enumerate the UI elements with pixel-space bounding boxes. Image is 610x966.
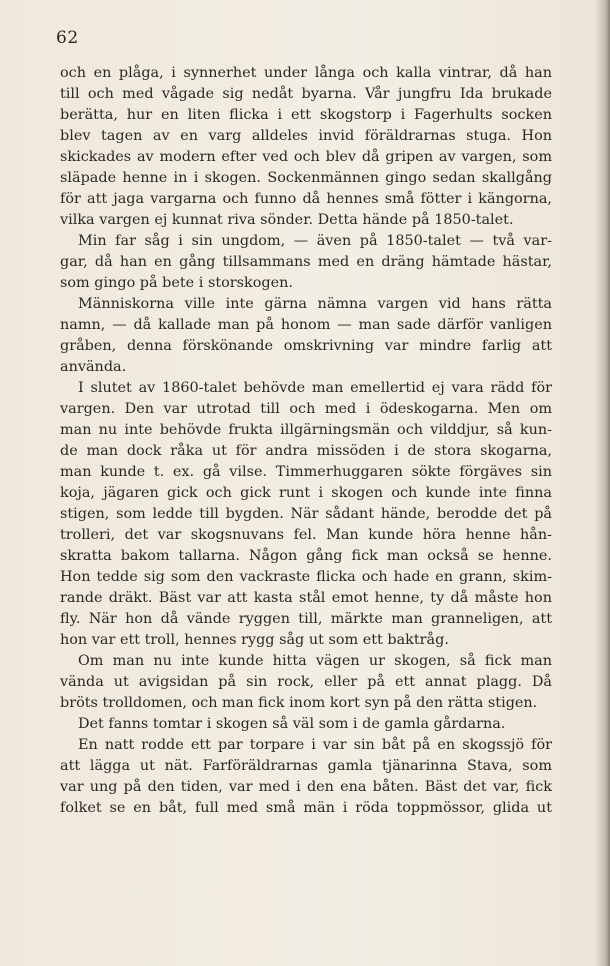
- text-line: folket se en båt, full med små män i röda toppmössor, glida ut: [60, 800, 552, 816]
- text-line: berätta, hur en liten flicka i ett skogstorp i Fagerhults socken: [60, 107, 552, 123]
- text-line: hon var ett troll, hennes rygg såg ut som ett baktråg.: [60, 632, 449, 648]
- text-line: blev tagen av en varg alldeles invid föräldrarnas stuga. Hon: [60, 128, 552, 144]
- text-line: och en plåga, i synnerhet under långa och kalla vintrar, då han: [60, 65, 552, 81]
- text-line: trolleri, det var skogsnuvans fel. Man kunde höra henne hån-: [60, 527, 552, 543]
- text-line: Om man nu inte kunde hitta vägen ur skogen, så fick man: [78, 653, 552, 669]
- text-line: Det fanns tomtar i skogen så väl som i de gamla gårdarna.: [78, 716, 506, 732]
- text-line: I slutet av 1860-talet behövde man emellertid ej vara rädd för: [78, 380, 552, 396]
- text-line: skickades av modern efter ved och blev då gripen av vargen, som: [60, 149, 552, 165]
- text-line: till och med vågade sig nedåt byarna. Vår jungfru Ida brukade: [60, 86, 552, 102]
- text-line: var ung på den tiden, var med i den ena båten. Bäst det var, fick: [60, 779, 552, 795]
- text-line: gar, då han en gång tillsammans med en dräng hämtade hästar,: [60, 254, 552, 270]
- page-number: 62: [56, 28, 79, 48]
- text-line: gråben, denna förskönande omskrivning var mindre farlig att: [60, 338, 552, 354]
- text-line: släpade henne in i skogen. Sockenmännen gingo sedan skallgång: [60, 170, 552, 186]
- text-line: använda.: [60, 359, 127, 375]
- text-line: En natt rodde ett par torpare i var sin båt på en skogssjö för: [78, 737, 552, 753]
- text-line: man kunde t. ex. gå vilse. Timmerhuggaren sökte förgäves sin: [60, 464, 552, 480]
- text-line: Min far såg i sin ungdom, — även på 1850-talet — två var-: [78, 233, 552, 249]
- text-line: Människorna ville inte gärna nämna vargen vid hans rätta: [78, 296, 552, 312]
- text-line: vilka vargen ej kunnat riva sönder. Detta hände på 1850-talet.: [60, 212, 514, 228]
- text-line: bröts trolldomen, och man fick inom kort syn på den rätta stigen.: [60, 695, 538, 711]
- text-line: man nu inte behövde frukta illgärningsmän och vilddjur, så kun-: [60, 422, 552, 438]
- text-line: som gingo på bete i storskogen.: [60, 275, 293, 291]
- text-line: vargen. Den var utrotad till och med i ödeskogarna. Men om: [60, 401, 552, 417]
- body-text: [60, 63, 552, 819]
- page-edge-shadow: [596, 0, 610, 966]
- text-line: rande dräkt. Bäst var att kasta stål emot henne, ty då måste hon: [60, 590, 552, 606]
- text-line: Hon tedde sig som den vackraste flicka och hade en grann, skim-: [60, 569, 552, 585]
- text-line: koja, jägaren gick och gick runt i skogen och kunde inte finna: [60, 485, 552, 501]
- text-line: vända ut avigsidan på sin rock, eller på ett annat plagg. Då: [60, 674, 552, 690]
- text-line: stigen, som ledde till bygden. När sådant hände, berodde det på: [60, 506, 552, 522]
- text-line: fly. När hon då vände ryggen till, märkte man granneligen, att: [60, 611, 552, 627]
- text-line: för att jaga vargarna och funno då hennes små fötter i kängorna,: [60, 191, 552, 207]
- text-line: de man dock råka ut för andra missöden i de stora skogarna,: [60, 443, 552, 459]
- text-line: skratta bakom tallarna. Någon gång fick man också se henne.: [60, 548, 552, 564]
- text-line: namn, — då kallade man på honom — man sade därför vanligen: [60, 317, 552, 333]
- text-line: att lägga ut nät. Farföräldrarnas gamla tjänarinna Stava, som: [60, 758, 552, 774]
